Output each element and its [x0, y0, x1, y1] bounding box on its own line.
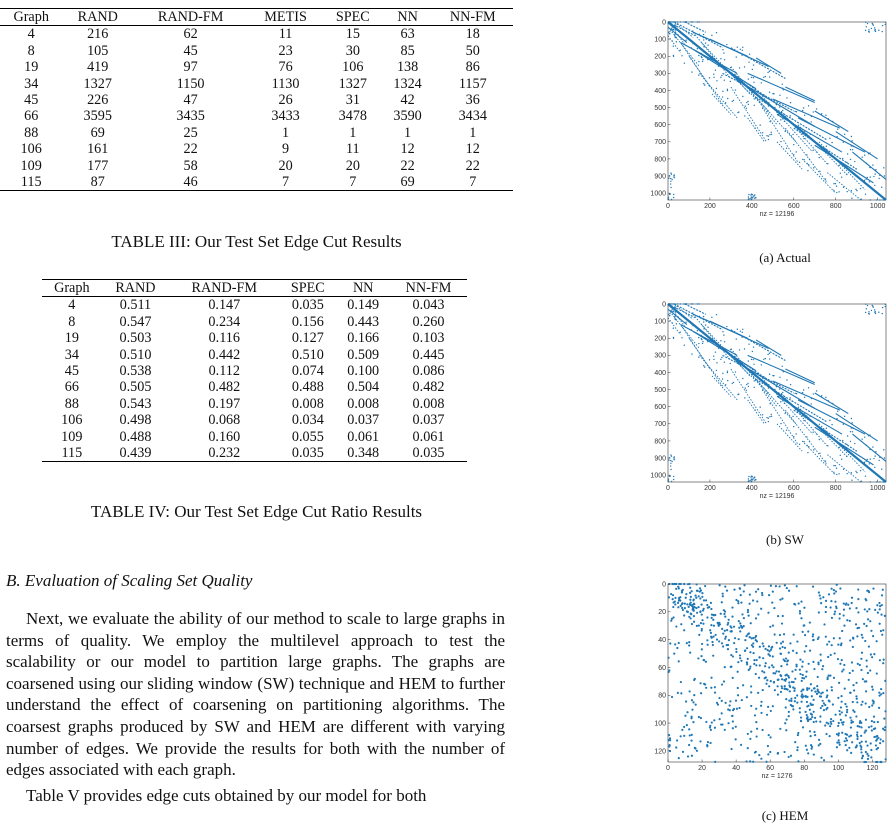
- table-cell: 0.034: [291, 412, 324, 429]
- table-cell: 20: [278, 157, 293, 174]
- column-header: METIS: [248, 9, 323, 26]
- column-header: RAND-FM: [169, 280, 279, 297]
- y-tick-label: 700: [654, 421, 666, 429]
- table-cell: 0.445: [412, 346, 445, 363]
- column-header: NN-FM: [390, 280, 467, 297]
- x-tick-label: 400: [746, 485, 758, 492]
- y-tick-label: 300: [654, 70, 666, 78]
- table-cell: 69: [383, 174, 433, 191]
- y-tick-label: 800: [654, 438, 666, 446]
- table-row: [42, 396, 467, 412]
- x-tick-label: 40: [732, 765, 741, 772]
- table-cell: 1324: [393, 75, 422, 92]
- table-cell: 0.482: [208, 379, 241, 396]
- spy-plot-hem: [640, 580, 890, 790]
- column-header: SPEC: [323, 9, 383, 26]
- table-cell: 88: [64, 395, 79, 412]
- y-tick-label: 1000: [650, 472, 666, 480]
- table-cell: 0.086: [412, 363, 445, 380]
- table-cell: 0.348: [336, 445, 390, 462]
- y-tick-label: 120: [654, 748, 666, 756]
- column-header: NN-FM: [433, 9, 513, 26]
- y-tick-label: 200: [654, 53, 666, 61]
- figure-actual: [640, 18, 890, 228]
- figure-caption: (a) Actual: [759, 250, 811, 265]
- table-cell: 226: [87, 92, 109, 109]
- x-tick-label: 100: [832, 765, 845, 772]
- y-tick-label: 100: [654, 318, 666, 326]
- column-header: RAND-FM: [133, 9, 248, 26]
- table-cell: 15: [345, 26, 360, 43]
- table-cell: 45: [64, 363, 79, 380]
- table-cell: 8: [27, 42, 35, 59]
- table-cell: 0.538: [119, 363, 152, 380]
- table-cell: 0.103: [412, 330, 445, 347]
- table-cell: 34: [24, 75, 39, 92]
- table-cell: 85: [400, 42, 415, 59]
- table-cell: 7: [323, 174, 383, 191]
- y-tick-label: 40: [658, 637, 666, 645]
- table-cell: 88: [24, 124, 39, 141]
- table-cell: 106: [61, 412, 83, 429]
- table-cell: 0.147: [208, 297, 241, 314]
- table-cell: 11: [278, 26, 293, 43]
- table-cell: 0.439: [102, 445, 170, 462]
- x-tick-label: 80: [800, 765, 809, 772]
- table-cell: 45: [183, 42, 198, 59]
- table-cell: 0.160: [208, 428, 241, 445]
- table-cell: 109: [61, 428, 83, 445]
- table-cell: 0.443: [347, 313, 380, 330]
- table-cell: 0.055: [291, 428, 324, 445]
- table-cell: 106: [342, 59, 364, 76]
- table-cell: 42: [400, 92, 415, 109]
- table-cell: 12: [400, 141, 415, 158]
- table-cell: 0.260: [412, 313, 445, 330]
- table-cell: 1: [469, 124, 477, 141]
- table-cell: 23: [278, 42, 293, 59]
- x-tick-label: 200: [704, 203, 716, 210]
- table-cell: 36: [465, 92, 480, 109]
- table-cell: 87: [62, 174, 133, 191]
- table-cell: 0.061: [347, 428, 380, 445]
- y-tick-label: 500: [654, 104, 666, 112]
- table-cell: 31: [345, 92, 360, 109]
- table-row: [42, 445, 467, 462]
- table-row: [0, 26, 513, 43]
- table-cell: 62: [183, 26, 198, 43]
- y-tick-label: 400: [654, 369, 666, 377]
- table-cell: 4: [27, 26, 35, 43]
- table-cell: 1: [404, 124, 412, 141]
- table-cell: 22: [183, 141, 198, 158]
- table-cell: 66: [64, 379, 79, 396]
- y-tick-label: 0: [662, 19, 666, 27]
- table-cell: 58: [183, 157, 198, 174]
- x-tick-label: 1000: [869, 485, 886, 492]
- table-cell: 0.509: [347, 346, 380, 363]
- figure-hem: [640, 580, 890, 790]
- table-cell: 25: [183, 124, 198, 141]
- table-row: [42, 330, 467, 346]
- table-cell: 0.511: [119, 297, 152, 314]
- table-cell: 0.116: [208, 330, 240, 347]
- y-tick-label: 100: [654, 36, 666, 44]
- table-cell: 20: [345, 157, 360, 174]
- table-cell: 22: [465, 157, 480, 174]
- table-cell: 1130: [271, 75, 300, 92]
- table-cell: 115: [0, 174, 62, 191]
- table-cell: 0.488: [291, 379, 324, 396]
- table-cell: 3595: [83, 108, 112, 125]
- x-tick-label: 60: [766, 765, 775, 772]
- table-cell: 34: [64, 346, 79, 363]
- table-cell: 97: [183, 59, 198, 76]
- table-cell: 0.043: [412, 297, 445, 314]
- table-row: [0, 43, 513, 59]
- x-tick-label: 0: [666, 485, 670, 492]
- y-tick-label: 80: [658, 692, 666, 700]
- table-row: [0, 76, 513, 92]
- table-row: [42, 347, 467, 363]
- table-row: [0, 59, 513, 75]
- table-cell: 18: [465, 26, 480, 43]
- table-cell: 50: [465, 42, 480, 59]
- table-cell: 4: [68, 297, 76, 314]
- table-cell: 109: [20, 157, 42, 174]
- y-tick-label: 60: [658, 664, 666, 672]
- y-tick-label: 0: [662, 301, 666, 309]
- table-row: [42, 314, 467, 330]
- table-cell: 0.488: [119, 428, 152, 445]
- column-header: NN: [383, 9, 433, 26]
- figure-caption: (c) HEM: [761, 808, 809, 823]
- table-cell: 63: [400, 26, 415, 43]
- table-cell: 0.498: [119, 412, 152, 429]
- x-tick-label: 0: [666, 765, 670, 772]
- column-header: RAND: [102, 280, 170, 297]
- nz-label: nz = 12196: [759, 493, 795, 500]
- body-text: [6, 608, 505, 806]
- x-tick-label: 1000: [869, 203, 886, 210]
- table-cell: 11: [345, 141, 360, 158]
- table-cell: 0.166: [347, 330, 380, 347]
- table-cell: 0.035: [390, 445, 467, 462]
- x-tick-label: 600: [787, 203, 800, 210]
- table-cell: 0.149: [347, 297, 380, 314]
- table-cell: 1327: [338, 75, 367, 92]
- table-cell: 0.035: [291, 297, 324, 314]
- table-cell: 22: [400, 157, 415, 174]
- table-edge-cut-results: [0, 8, 513, 191]
- table-cell: 0.504: [347, 379, 380, 396]
- y-tick-label: 100: [654, 720, 666, 728]
- table-header-row: [0, 9, 513, 26]
- table-cell: 0.037: [347, 412, 380, 429]
- table-cell: 1157: [458, 75, 487, 92]
- table-cell: 0.232: [169, 445, 279, 462]
- y-tick-label: 600: [654, 404, 666, 412]
- table-cell: 8: [68, 313, 76, 330]
- y-tick-label: 1000: [650, 190, 666, 198]
- table-row: [42, 412, 467, 428]
- table-cell: 46: [133, 174, 248, 191]
- table-cell: 19: [24, 59, 39, 76]
- x-tick-label: 200: [704, 485, 716, 492]
- table-cell: 3435: [176, 108, 205, 125]
- table-cell: 115: [42, 445, 102, 462]
- nz-label: nz = 12196: [759, 211, 795, 218]
- table-cell: 76: [278, 59, 293, 76]
- y-tick-label: 600: [654, 122, 666, 130]
- table-header-row: [42, 280, 467, 297]
- x-tick-label: 800: [829, 203, 842, 210]
- table-cell: 3433: [271, 108, 300, 125]
- table-row: [0, 158, 513, 174]
- table-cell: 86: [465, 59, 480, 76]
- table-cell: 30: [345, 42, 360, 59]
- table-cell: 1: [282, 124, 290, 141]
- y-tick-label: 500: [654, 386, 666, 394]
- table-cell: 0.112: [208, 363, 240, 380]
- table-cell: 0.482: [412, 379, 445, 396]
- table-cell: 1327: [83, 75, 112, 92]
- table-cell: 7: [433, 174, 513, 191]
- table-cell: 0.510: [119, 346, 152, 363]
- table-cell: 69: [90, 124, 105, 141]
- figure-caption: (b) SW: [766, 532, 804, 547]
- table-cell: 0.510: [291, 346, 324, 363]
- table-row: [0, 108, 513, 124]
- table-cell: 0.008: [347, 395, 380, 412]
- table-cell: 9: [282, 141, 290, 158]
- spy-plot-sw: [640, 300, 890, 510]
- y-tick-label: 300: [654, 352, 666, 360]
- table-cell: 419: [87, 59, 109, 76]
- table-cell: 177: [87, 157, 109, 174]
- table-cell: 1: [349, 124, 357, 141]
- paragraph: Table V provides edge cuts obtained by our model for both: [26, 785, 427, 805]
- table-cell: 0.156: [291, 313, 324, 330]
- x-tick-label: 400: [746, 203, 758, 210]
- table-cell: 45: [24, 92, 39, 109]
- y-tick-label: 0: [662, 581, 666, 589]
- y-tick-label: 400: [654, 87, 666, 95]
- table-row: [42, 297, 467, 314]
- table-cell: 0.037: [412, 412, 445, 429]
- column-header: Graph: [42, 280, 102, 297]
- column-header: Graph: [0, 9, 62, 26]
- table-cell: 0.074: [291, 363, 324, 380]
- x-tick-label: 800: [829, 485, 842, 492]
- figure-sw: [640, 300, 890, 510]
- table-cell: 7: [248, 174, 323, 191]
- x-tick-label: 120: [866, 765, 879, 772]
- paragraph: Next, we evaluate the ability of our method to scale to large graphs in terms of quality. We employ the multilevel approach to test the scalability or our model to partition large graphs. The graphs are coarsened using our sliding window (SW) technique and HEM to further understand the effect of coarsening on partitioning algorithms. The coarsest graphs produced by SW and HEM are different with varying number of edges. We provide the results for both with the number of edges associated with each graph.: [6, 609, 505, 780]
- table-cell: 0.127: [291, 330, 324, 347]
- x-tick-label: 0: [666, 203, 670, 210]
- table-cell: 0.100: [347, 363, 380, 380]
- table-cell: 0.068: [208, 412, 241, 429]
- table-cell: 0.197: [208, 395, 241, 412]
- table-row: [0, 92, 513, 108]
- x-tick-label: 600: [787, 485, 800, 492]
- section-heading: B. Evaluation of Scaling Set Quality: [6, 571, 253, 590]
- y-tick-label: 800: [654, 156, 666, 164]
- x-tick-label: 20: [698, 765, 706, 772]
- y-tick-label: 200: [654, 335, 666, 343]
- table-cell: 26: [278, 92, 293, 109]
- column-header: NN: [336, 280, 390, 297]
- table-cell: 0.061: [412, 428, 445, 445]
- table-cell: 12: [465, 141, 480, 158]
- table-row: [0, 174, 513, 191]
- table-cell: 138: [396, 59, 419, 76]
- table-cell: 0.035: [279, 445, 336, 462]
- table-cell: 1150: [176, 75, 205, 92]
- table-cell: 0.234: [208, 313, 241, 330]
- y-tick-label: 900: [654, 173, 666, 181]
- table-cell: 0.008: [412, 395, 445, 412]
- table-cell: 0.505: [119, 379, 152, 396]
- table-cell: 19: [64, 330, 79, 347]
- table-cell: 47: [183, 92, 198, 109]
- table-caption: TABLE IV: Our Test Set Edge Cut Ratio Results: [90, 502, 423, 521]
- table-cell: 105: [87, 42, 109, 59]
- table-row: [0, 125, 513, 141]
- table-cell: 0.503: [119, 330, 152, 347]
- table-row: [0, 141, 513, 157]
- table-row: [42, 363, 467, 379]
- table-cell: 3478: [338, 108, 367, 125]
- column-header: RAND: [62, 9, 133, 26]
- table-cell: 0.543: [119, 395, 152, 412]
- table-row: [42, 379, 467, 395]
- table-cell: 3434: [458, 108, 487, 125]
- table-caption: TABLE III: Our Test Set Edge Cut Results: [111, 232, 402, 251]
- table-cell: 106: [20, 141, 42, 158]
- spy-plot-actual: [640, 18, 890, 228]
- table-cell: 0.547: [119, 313, 152, 330]
- nz-label: nz = 1276: [761, 773, 793, 780]
- y-tick-label: 700: [654, 139, 666, 147]
- table-row: [42, 429, 467, 445]
- y-tick-label: 20: [658, 609, 666, 617]
- table-edge-cut-ratio-results: [42, 279, 467, 462]
- table-cell: 3590: [393, 108, 422, 125]
- table-cell: 161: [87, 141, 109, 158]
- table-cell: 216: [87, 26, 109, 43]
- column-header: SPEC: [279, 280, 336, 297]
- table-cell: 0.008: [291, 395, 324, 412]
- y-tick-label: 900: [654, 455, 666, 463]
- table-cell: 0.442: [208, 346, 241, 363]
- table-cell: 66: [24, 108, 39, 125]
